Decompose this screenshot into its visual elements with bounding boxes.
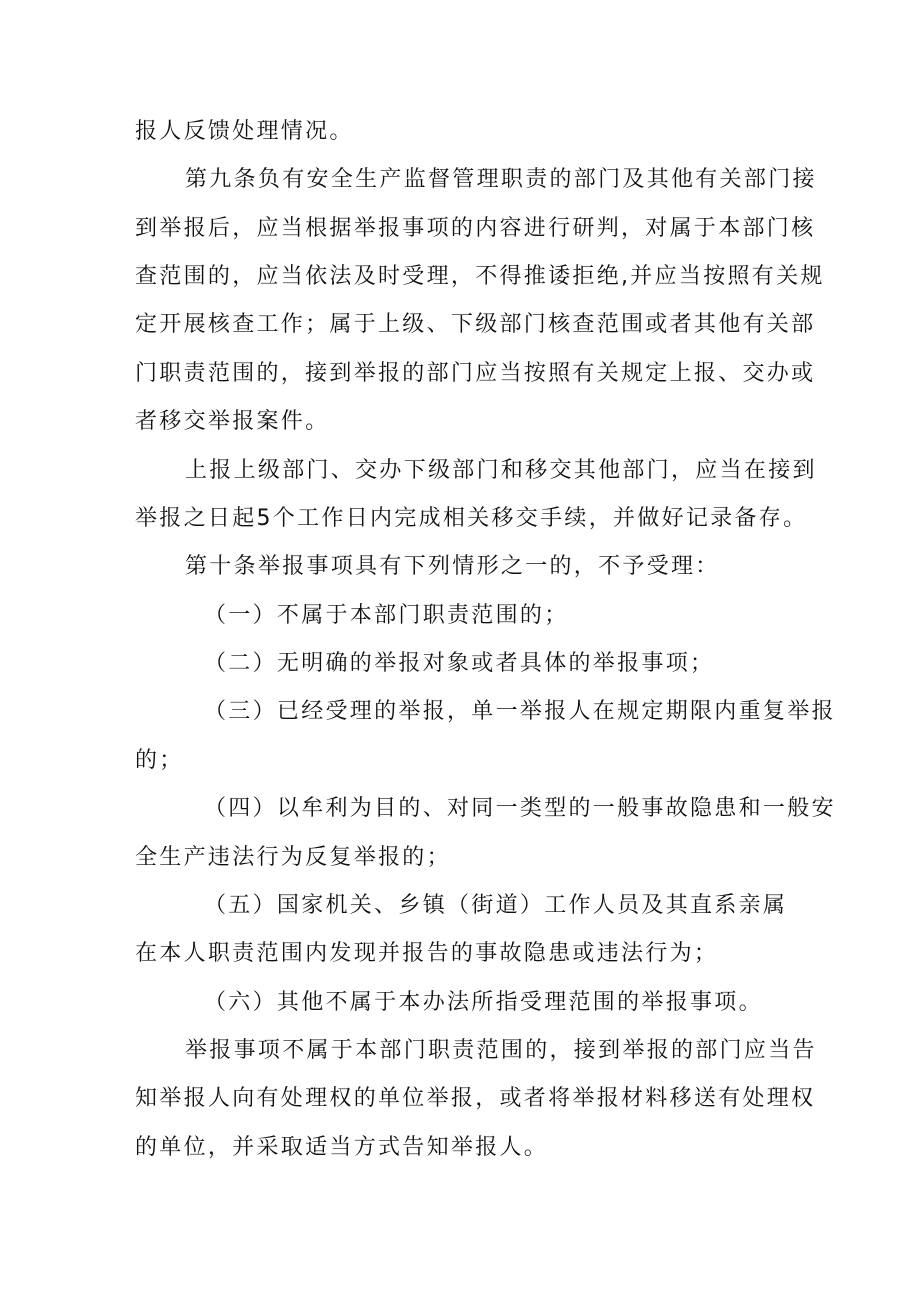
text-line: 在本人职责范围内发现并报告的事故隐患或违法行为；	[135, 941, 719, 966]
text-line: （三）已经受理的举报，单一举报人在规定期限内重复举报	[204, 699, 836, 724]
text-line: 查范围的，应当依法及时受理，不得推诿拒绝,并应当按照有关规	[135, 264, 825, 289]
text-line: 者移交举报案件。	[135, 409, 330, 434]
text-line: 第十条举报事项具有下列情形之一的，不予受理：	[185, 554, 720, 579]
text-line: 举报之日起5个工作日内完成相关移交手续，并做好记录备存。	[135, 506, 808, 531]
text-line: 第九条负有安全生产监督管理职责的部门及其他有关部门接	[185, 167, 817, 192]
text-line: 的单位，并采取适当方式告知举报人。	[135, 1135, 549, 1160]
text-line: （二）无明确的举报对象或者具体的举报事项；	[204, 651, 715, 676]
text-line: 举报事项不属于本部门职责范围的，接到举报的部门应当告	[185, 1038, 817, 1063]
text-line: 上报上级部门、交办下级部门和移交其他部门，应当在接到	[185, 458, 817, 483]
text-line: 定开展核查工作；属于上级、下级部门核查范围或者其他有关部	[135, 312, 816, 337]
text-line: （六）其他不属于本办法所指受理范围的举报事项。	[204, 990, 763, 1015]
text-line: 的；	[135, 748, 184, 773]
text-line: （五）国家机关、乡镇（街道）工作人员及其直系亲属	[204, 893, 788, 918]
text-line: 报人反馈处理情况。	[135, 119, 354, 144]
text-line: （一）不属于本部门职责范围的；	[204, 603, 569, 628]
text-line: 全生产违法行为反复举报的；	[135, 845, 451, 870]
text-line: 知举报人向有处理权的单位举报，或者将举报材料移送有处理权	[135, 1086, 816, 1111]
text-line: （四）以牟利为目的、对同一类型的一般事故隐患和一般安	[204, 796, 836, 821]
text-line: 到举报后，应当根据举报事项的内容进行研判，对属于本部门核	[135, 216, 816, 241]
text-line: 门职责范围的，接到举报的部门应当按照有关规定上报、交办或	[135, 361, 816, 386]
